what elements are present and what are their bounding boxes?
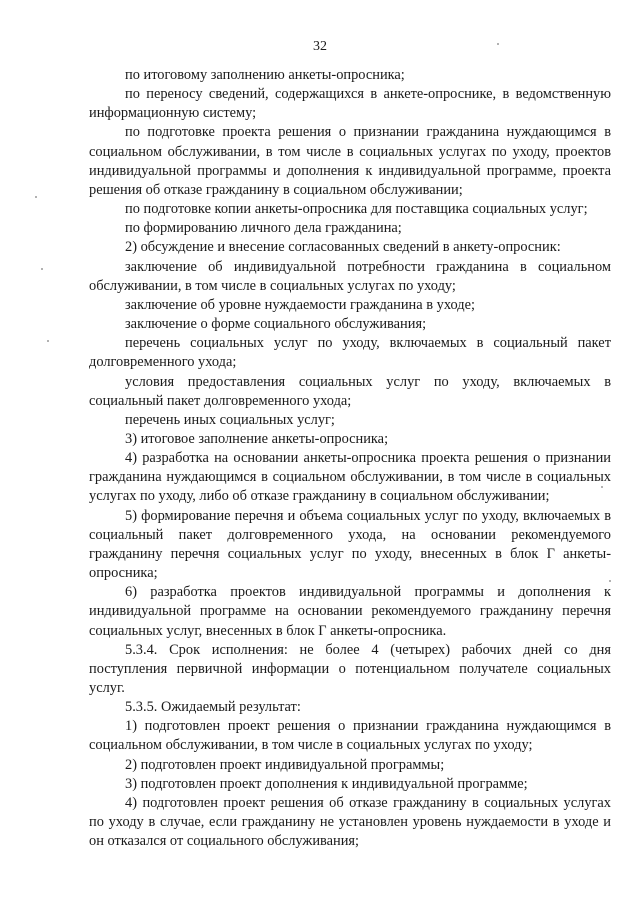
paragraph: 5.3.5. Ожидаемый результат: [125, 699, 301, 716]
paragraph: заключение об уровне нуждаемости гражданина в уходе; [125, 296, 475, 313]
paragraph: 3) подготовлен проект дополнения к индивидуальной программе; [125, 775, 528, 792]
paragraph: по подготовке копии анкеты-опросника для поставщика социальных услуг; [125, 201, 588, 218]
scan-speck [497, 43, 499, 45]
paragraph: заключение о форме социального обслуживания; [125, 316, 427, 333]
paragraph: 3) итоговое заполнение анкеты-опросника; [125, 430, 389, 447]
paragraph: заключение об индивидуальной потребности гражданина в социальном обслуживании, в том числе в социальных услугах по уходу; [89, 258, 611, 294]
paragraph: по переносу сведений, содержащихся в анкете-опроснике, в ведомственную информационную систему; [89, 86, 611, 122]
paragraph: 6) разработка проектов индивидуальной программы и дополнения к индивидуальной программе на основании рекомендуемого гражданину перечня социальных услуг, внесенных в блок Г анкеты-опросника. [89, 584, 611, 639]
paragraph: 4) подготовлен проект решения об отказе гражданину в социальных услугах по уходу в случае, если гражданину не установлен уровень нуждаемости в уходе и он отказался от социального обслуживания; [89, 794, 611, 850]
paragraph: по подготовке проекта решения о признании гражданина нуждающимся в социальном обслуживании, в том числе в социальных услугах по уходу, проектов индивидуальной программы и дополнения к индивидуальной программе, проекта решения об отказе гражданину в социальном обслуживании; [89, 124, 611, 198]
scan-speck [47, 340, 49, 342]
paragraph: 5.3.4. Срок исполнения: не более 4 (четырех) рабочих дней со дня поступления первичной информации о потенциальном получателе социальных услуг. [89, 641, 611, 696]
scan-speck [35, 196, 37, 198]
paragraph: перечень иных социальных услуг; [125, 411, 335, 428]
paragraph: 5) формирование перечня и объема социальных услуг по уходу, включаемых в социальный пакет долговременного ухода, на основании рекомендуемого гражданину перечня социальных услуг по уходу, внесенных в блок Г анкеты-опросника; [89, 507, 611, 582]
page-number: 32 [313, 39, 327, 54]
paragraph: условия предоставления социальных услуг по уходу, включаемых в социальный пакет долговременного ухода; [89, 373, 611, 409]
document-body [89, 66, 611, 851]
paragraph: 4) разработка на основании анкеты-опросника проекта решения о признании гражданина нуждающимся в социальном обслуживании, в том числе в социальных услугах по уходу, либо об отказе гражданину в социальном обслуживании; [89, 450, 611, 505]
paragraph: 2) подготовлен проект индивидуальной программы; [125, 756, 445, 773]
scan-speck [41, 268, 43, 270]
paragraph: 2) обсуждение и внесение согласованных сведений в анкету-опросник: [125, 239, 561, 256]
scan-speck [609, 580, 611, 582]
paragraph: по формированию личного дела гражданина; [125, 220, 402, 237]
paragraph: по итоговому заполнению анкеты-опросника; [125, 67, 405, 83]
scan-speck [601, 486, 603, 488]
paragraph: перечень социальных услуг по уходу, включаемых в социальный пакет долговременного ухода; [89, 335, 611, 371]
paragraph: 1) подготовлен проект решения о признании гражданина нуждающимся в социальном обслуживании, в том числе в социальных услугах по уходу; [89, 718, 611, 754]
